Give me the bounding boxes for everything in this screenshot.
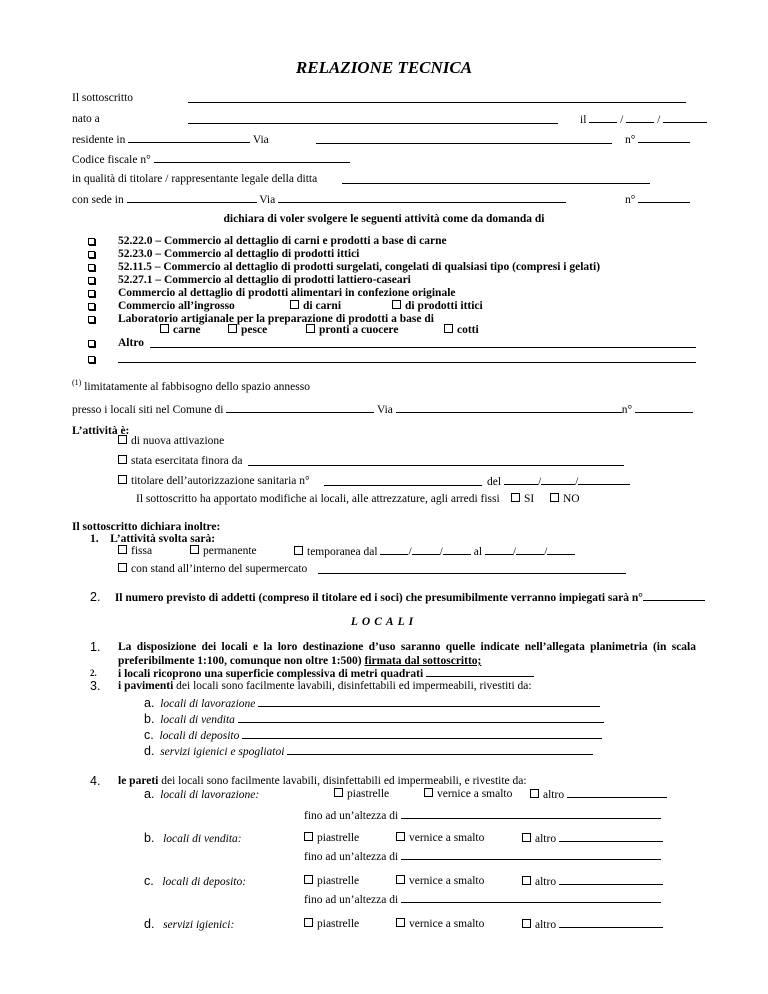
checkbox-icon bbox=[290, 300, 299, 309]
aut-day-field[interactable] bbox=[504, 474, 538, 485]
locali-num-3: 3. bbox=[90, 679, 101, 693]
checkbox-icon bbox=[88, 303, 95, 310]
sede-field[interactable] bbox=[127, 192, 257, 203]
aut-year-field[interactable] bbox=[578, 474, 630, 485]
modifiche-si-option[interactable]: SI bbox=[511, 492, 534, 506]
checkbox-icon bbox=[424, 788, 433, 797]
locali-p2: i locali ricoprono una superficie complessiva di metri quadrati bbox=[118, 666, 534, 681]
presso-via-label: Via bbox=[376, 404, 393, 416]
checkbox-icon bbox=[306, 324, 315, 333]
lab-pronti-option[interactable]: pronti a cuocere bbox=[306, 323, 398, 337]
parete-b-altro-field[interactable] bbox=[559, 831, 663, 842]
sede-via-field[interactable] bbox=[278, 192, 566, 203]
parete-c-label: c. locali di deposito: bbox=[144, 874, 247, 888]
parete-a-label: a. locali di lavorazione: bbox=[144, 787, 260, 801]
presso-label: presso i locali siti nel Comune di bbox=[72, 404, 224, 416]
checkbox-icon bbox=[118, 475, 127, 484]
parete-c-altezza-field[interactable] bbox=[401, 892, 661, 903]
parete-c-vernice[interactable]: vernice a smalto bbox=[396, 874, 484, 888]
parete-c-altezza: fino ad un’altezza di bbox=[304, 892, 661, 907]
parete-b-altezza: fino ad un’altezza di bbox=[304, 849, 661, 864]
checkbox-icon bbox=[88, 356, 95, 363]
temp-to-day[interactable] bbox=[485, 544, 513, 555]
parete-d-label: d. servizi igienici: bbox=[144, 917, 235, 931]
modifiche-no-option[interactable]: NO bbox=[550, 492, 580, 506]
sottoscritto-label: Il sottoscritto bbox=[72, 92, 134, 104]
permanente-option[interactable]: permanente bbox=[190, 544, 257, 558]
activity-label-4: 52.27.1 – Commercio al dettaglio di prodotti lattiero-caseari bbox=[118, 274, 411, 286]
pavimento-d: d. servizi igienici e spogliatoi bbox=[144, 744, 593, 759]
checkbox-icon bbox=[88, 290, 95, 297]
parete-d-vernice[interactable]: vernice a smalto bbox=[396, 917, 484, 931]
nato-a-field[interactable] bbox=[188, 113, 558, 124]
ingrosso-carni-option[interactable]: di carni bbox=[290, 299, 341, 313]
locali-num-2: 2. bbox=[90, 668, 97, 678]
activity-label-6: Commercio all’ingrosso bbox=[118, 300, 235, 312]
temporanea-option[interactable]: temporanea dal / / al / / bbox=[294, 544, 575, 559]
sede-label: con sede in bbox=[72, 194, 124, 206]
locali-p4: le pareti dei locali sono facilmente lavabili, disinfettabili ed impermeabili, e rivestite da: bbox=[118, 775, 527, 787]
checkbox-icon bbox=[396, 918, 405, 927]
parete-b-altro[interactable]: altro bbox=[522, 831, 663, 846]
checkbox-icon bbox=[444, 324, 453, 333]
dichiara-heading: dichiara di voler svolgere le seguenti attività come da domanda di bbox=[223, 213, 545, 225]
checkbox-icon bbox=[396, 875, 405, 884]
sottoscritto-field[interactable] bbox=[188, 92, 686, 103]
residente-via-field[interactable] bbox=[316, 133, 612, 144]
checkbox-icon bbox=[88, 277, 95, 284]
activity-label-3: 52.11.5 – Commercio al dettaglio di prodotti surgelati, congelati di qualsiasi tipo (compresi i gelati) bbox=[118, 261, 601, 273]
temp-from-month[interactable] bbox=[412, 544, 440, 555]
checkbox-icon bbox=[190, 545, 199, 554]
activity-checkbox-7[interactable] bbox=[88, 314, 95, 328]
parete-d-altro-field[interactable] bbox=[559, 917, 663, 928]
parete-a-vernice[interactable]: vernice a smalto bbox=[424, 787, 512, 801]
checkbox-icon bbox=[88, 251, 95, 258]
checkbox-icon bbox=[396, 832, 405, 841]
checkbox-icon bbox=[522, 876, 531, 885]
checkbox-icon bbox=[88, 264, 95, 271]
activity-checkbox-3[interactable] bbox=[88, 262, 95, 276]
activity-label-7: Laboratorio artigianale per la preparazione di prodotti a base di bbox=[118, 313, 434, 325]
numero-label: n° bbox=[625, 134, 636, 146]
altro2-checkbox[interactable] bbox=[88, 354, 95, 368]
pavimento-c: c. locali di deposito bbox=[144, 728, 602, 743]
autorizzazione-field[interactable] bbox=[324, 475, 482, 486]
attivita-heading: L’attività è: bbox=[72, 425, 130, 437]
checkbox-icon bbox=[118, 455, 127, 464]
residenza-group bbox=[72, 132, 269, 147]
checkbox-icon bbox=[334, 788, 343, 797]
checkbox-icon bbox=[550, 493, 559, 502]
superficie-field[interactable] bbox=[426, 666, 534, 677]
residente-numero-group bbox=[625, 132, 690, 147]
lab-carne-option[interactable]: carne bbox=[160, 323, 200, 337]
inoltre-item-1: 1. L’attività svolta sarà: bbox=[90, 533, 216, 545]
checkbox-icon bbox=[294, 546, 303, 555]
altro2-field[interactable] bbox=[118, 352, 696, 363]
parete-b-vernice[interactable]: vernice a smalto bbox=[396, 831, 484, 845]
parete-b-altezza-field[interactable] bbox=[401, 849, 661, 860]
activity-label-2: 52.23.0 – Commercio al dettaglio di prodotti ittici bbox=[118, 248, 360, 260]
checkbox-icon bbox=[522, 833, 531, 842]
checkbox-icon bbox=[118, 545, 127, 554]
stand-field[interactable] bbox=[318, 563, 626, 574]
checkbox-icon bbox=[392, 300, 401, 309]
esercitata-field[interactable] bbox=[248, 455, 624, 466]
footnote bbox=[72, 376, 310, 394]
birth-date-group: il / / bbox=[580, 112, 707, 127]
locali-p3: i pavimenti dei locali sono facilmente lavabili, disinfettabili ed impermeabili, rivestiti da: bbox=[118, 680, 532, 692]
footnote-mark: (1) bbox=[72, 378, 82, 387]
parete-d-altro[interactable]: altro bbox=[522, 917, 663, 932]
activity-checkbox-1[interactable] bbox=[88, 236, 95, 250]
lab-pesce-option[interactable]: pesce bbox=[228, 323, 267, 337]
birth-day-field[interactable] bbox=[589, 112, 617, 123]
checkbox-icon bbox=[88, 340, 95, 347]
activity-label-5: Commercio al dettaglio di prodotti alimentari in confezione originale bbox=[118, 287, 456, 299]
parete-a-piastrelle[interactable]: piastrelle bbox=[334, 787, 389, 801]
checkbox-icon bbox=[304, 918, 313, 927]
addetti-field[interactable] bbox=[643, 590, 705, 601]
modifiche-text: Il sottoscritto ha apportato modifiche ai locali, alle attrezzature, agli arredi fissi bbox=[136, 493, 500, 505]
checkbox-icon bbox=[118, 435, 127, 444]
checkbox-icon bbox=[511, 493, 520, 502]
pavimento-b: b. locali di vendita bbox=[144, 712, 604, 727]
residente-label: residente in bbox=[72, 134, 126, 146]
checkbox-icon bbox=[522, 919, 531, 928]
birth-year-field[interactable] bbox=[663, 112, 707, 123]
esercitata-option[interactable]: stata esercitata finora da bbox=[118, 454, 242, 468]
presso-via-field[interactable] bbox=[396, 402, 622, 413]
nato-a-label: nato a bbox=[72, 113, 100, 125]
parete-a-altro[interactable]: altro bbox=[530, 787, 667, 802]
parete-c-altro[interactable]: altro bbox=[522, 874, 663, 889]
locali-num-4: 4. bbox=[90, 774, 101, 788]
ingrosso-ittici-option[interactable]: di prodotti ittici bbox=[392, 299, 483, 313]
temp-from-year[interactable] bbox=[443, 544, 471, 555]
checkbox-icon bbox=[88, 238, 95, 245]
sede-numero-group: n° bbox=[625, 192, 690, 207]
temp-to-month[interactable] bbox=[516, 544, 544, 555]
sede-numero-field[interactable] bbox=[638, 192, 690, 203]
parete-a-altezza-field[interactable] bbox=[401, 808, 661, 819]
parete-b-piastrelle[interactable]: piastrelle bbox=[304, 831, 359, 845]
altro-checkbox[interactable] bbox=[88, 338, 95, 352]
parete-b-label: b. locali di vendita: bbox=[144, 831, 242, 845]
inoltre-heading: Il sottoscritto dichiara inoltre: bbox=[72, 521, 221, 533]
checkbox-icon bbox=[304, 832, 313, 841]
checkbox-icon bbox=[530, 789, 539, 798]
activity-checkbox-6[interactable] bbox=[88, 301, 95, 315]
parete-c-piastrelle[interactable]: piastrelle bbox=[304, 874, 359, 888]
presso-group: presso i locali siti nel Comune di Via n° bbox=[72, 402, 693, 417]
sede-via-label: Via bbox=[259, 194, 276, 206]
parete-c-altro-field[interactable] bbox=[559, 874, 663, 885]
locali-p1: La disposizione dei locali e la loro destinazione d’uso saranno quelle indicate nell’allegata planimetria (in scala preferibilmente 1:100, comunque non oltre 1:500) firmata dal sottoscritto; bbox=[118, 641, 696, 667]
checkbox-icon bbox=[228, 324, 237, 333]
sede-group bbox=[72, 192, 566, 207]
altro-label: Altro bbox=[118, 337, 144, 349]
codice-fiscale-label: Codice fiscale n° bbox=[72, 154, 151, 166]
fissa-option[interactable]: fissa bbox=[118, 544, 152, 558]
locali-num-1: 1. bbox=[90, 640, 101, 654]
codice-fiscale-group bbox=[72, 152, 350, 167]
footnote-text: limitatamente al fabbisogno dello spazio annesso bbox=[84, 380, 310, 393]
aut-month-field[interactable] bbox=[541, 474, 575, 485]
activity-label-1: 52.22.0 – Commercio al dettaglio di carni e prodotti a base di carne bbox=[118, 235, 447, 247]
ditta-field[interactable] bbox=[342, 173, 650, 184]
pavimento-lavorazione-field[interactable] bbox=[258, 696, 600, 707]
checkbox-icon bbox=[88, 316, 95, 323]
qualita-label: in qualità di titolare / rappresentante legale della ditta bbox=[72, 173, 318, 185]
checkbox-icon bbox=[118, 563, 127, 572]
autorizzazione-date-group: del / / bbox=[487, 474, 630, 489]
parete-a-altezza: fino ad un’altezza di bbox=[304, 808, 661, 823]
checkbox-icon bbox=[160, 324, 169, 333]
parete-a-altro-field[interactable] bbox=[567, 787, 667, 798]
il-label: il bbox=[580, 114, 587, 126]
pavimento-servizi-field[interactable] bbox=[287, 744, 593, 755]
altro-field[interactable] bbox=[150, 337, 696, 348]
codice-fiscale-field[interactable] bbox=[154, 152, 350, 163]
lab-cotti-option[interactable]: cotti bbox=[444, 323, 479, 337]
inoltre-item-2: 2. Il numero previsto di addetti (compreso il titolare ed i soci) che presumibilmente verranno impiegati sarà n° bbox=[90, 590, 705, 605]
presso-numero-field[interactable] bbox=[635, 402, 693, 413]
checkbox-icon bbox=[304, 875, 313, 884]
pavimento-a: a. locali di lavorazione bbox=[144, 696, 600, 711]
comune-field[interactable] bbox=[226, 402, 374, 413]
activity-checkbox-2[interactable] bbox=[88, 249, 95, 263]
locali-heading: LOCALI bbox=[350, 616, 418, 628]
titolare-option[interactable]: titolare dell’autorizzazione sanitaria n° bbox=[118, 474, 310, 488]
stand-option[interactable]: con stand all’interno del supermercato bbox=[118, 562, 307, 576]
temp-from-day[interactable] bbox=[380, 544, 408, 555]
temp-to-year[interactable] bbox=[547, 544, 575, 555]
parete-d-piastrelle[interactable]: piastrelle bbox=[304, 917, 359, 931]
residente-numero-field[interactable] bbox=[638, 132, 690, 143]
birth-month-field[interactable] bbox=[626, 112, 654, 123]
nuova-option[interactable]: di nuova attivazione bbox=[118, 434, 224, 448]
activity-checkbox-4[interactable] bbox=[88, 275, 95, 289]
pavimento-deposito-field[interactable] bbox=[242, 728, 602, 739]
via-label: Via bbox=[252, 134, 269, 146]
pavimento-vendita-field[interactable] bbox=[238, 712, 604, 723]
activity-checkbox-5[interactable] bbox=[88, 288, 95, 302]
residente-field[interactable] bbox=[128, 132, 250, 143]
page-title: RELAZIONE TECNICA bbox=[295, 58, 473, 77]
